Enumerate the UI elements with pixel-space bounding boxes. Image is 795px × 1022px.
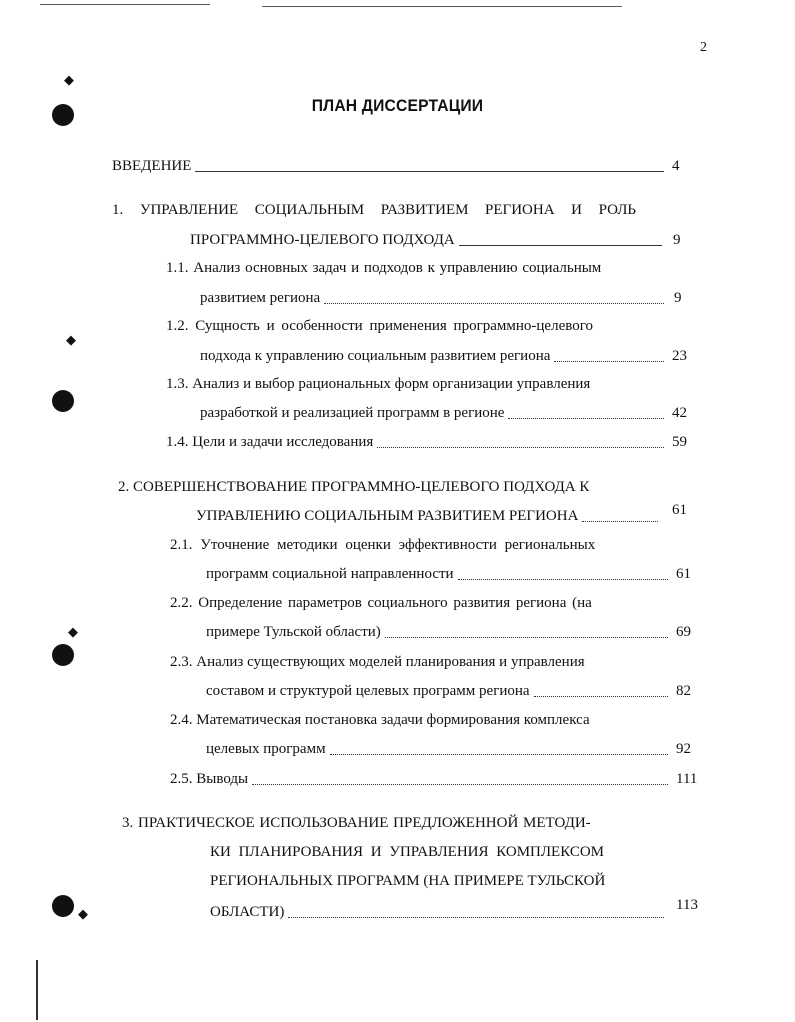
toc-leader [385,637,668,638]
toc-section-1-1-line1: 1.1. Анализ основных задач и подходов к управлению социальным [166,260,602,276]
toc-page-number: 69 [676,624,691,640]
toc-word: И [571,202,582,218]
toc-section-2-3-line2 [206,681,672,701]
toc-leader [582,521,658,522]
toc-entry-label: разработкой и реализацией программ в регионе [200,405,505,421]
toc-section-2-2-line2 [206,622,672,642]
toc-section-2-4-line2 [206,739,672,759]
toc-section-1-2-line2 [200,346,668,366]
scan-speck: ◆ [68,624,78,639]
punch-hole [52,644,74,666]
toc-leader [252,784,668,785]
toc-chapter-3-line1: 3. ПРАКТИЧЕСКОЕ ИСПОЛЬЗОВАНИЕ ПРЕДЛОЖЕННОЙ МЕТОДИ- [122,815,591,831]
toc-word: РАЗВИТИЕМ [380,202,469,218]
toc-entry-label: целевых программ [206,741,326,757]
toc-section-1-4 [166,432,668,452]
toc-page-number: 9 [674,290,682,306]
toc-leader [377,447,664,448]
toc-chapter-1-line1 [112,200,636,220]
toc-section-2-5 [170,769,672,789]
toc-leader [195,171,664,172]
toc-section-2-2-line1: 2.2. Определение параметров социального развития региона (на [170,595,592,611]
toc-chapter-2-line1: 2. СОВЕРШЕНСТВОВАНИЕ ПРОГРАММНО-ЦЕЛЕВОГО ПОДХОДА К [118,479,590,495]
toc-word: СОЦИАЛЬНЫМ [254,202,365,218]
toc-page-number: 82 [676,683,691,699]
toc-page-number: 61 [672,502,687,518]
toc-leader [459,245,662,246]
toc-chapter-2-line2 [196,506,662,526]
toc-chapter-3-line2: КИ ПЛАНИРОВАНИЯ И УПРАВЛЕНИЯ КОМПЛЕКСОМ [210,844,605,860]
scan-speck: ◆ [78,906,88,921]
toc-word: РОЛЬ [598,202,636,218]
toc-section-2-4-line1: 2.4. Математическая постановка задачи формирования комплекса [170,712,590,728]
toc-entry-intro [112,156,668,176]
toc-entry-label: составом и структурой целевых программ региона [206,683,530,699]
toc-entry-label: примере Тульской области) [206,624,381,640]
toc-section-1-1-line2 [200,288,668,308]
toc-section-1-3-line2 [200,403,668,423]
toc-section-2-1-line2 [206,564,672,584]
toc-page-number: 42 [672,405,687,421]
toc-entry-label: ОБЛАСТИ) [210,904,285,920]
scan-speck: ◆ [64,72,74,87]
punch-hole [52,390,74,412]
scan-top-line [262,6,622,7]
toc-leader [330,754,668,755]
toc-page-number: 113 [676,897,698,913]
toc-leader [508,418,664,419]
toc-section-2-3-line1: 2.3. Анализ существующих моделей планирования и управления [170,654,585,670]
toc-entry-label: 2.5. Выводы [170,771,249,787]
page-title: ПЛАН ДИССЕРТАЦИИ [311,96,484,115]
toc-leader [554,361,664,362]
toc-entry-label: 1.4. Цели и задачи исследования [166,434,374,450]
toc-entry-label: развитием региона [200,290,321,306]
scan-top-line [40,4,210,5]
toc-leader [534,696,668,697]
toc-word: РЕГИОНА [485,202,555,218]
toc-word: УПРАВЛЕНИЕ [139,202,239,218]
toc-word: 1. [112,202,124,218]
scan-left-edge-mark [36,960,38,1020]
punch-hole [52,895,74,917]
toc-leader [324,303,664,304]
toc-chapter-3-line3: РЕГИОНАЛЬНЫХ ПРОГРАММ (НА ПРИМЕРЕ ТУЛЬСКОЙ [210,873,606,889]
toc-page-number: 61 [676,566,691,582]
toc-page-number: 4 [672,158,680,174]
toc-entry-label: ВВЕДЕНИЕ [112,158,192,174]
toc-leader [458,579,668,580]
toc-entry-label: программ социальной направленности [206,566,454,582]
toc-entry-label: подхода к управлению социальным развитием региона [200,348,551,364]
toc-page-number: 111 [676,771,698,787]
toc-page-number: 9 [673,232,681,248]
toc-section-2-1-line1: 2.1. Уточнение методики оценки эффективности региональных [170,537,596,553]
toc-entry-label: ПРОГРАММНО-ЦЕЛЕВОГО ПОДХОДА [190,232,455,248]
toc-leader [288,917,664,918]
toc-page-number: 92 [676,741,691,757]
toc-section-1-2-line1: 1.2. Сущность и особенности применения программно-целевого [166,318,593,334]
toc-section-1-3-line1: 1.3. Анализ и выбор рациональных форм организации управления [166,376,591,392]
toc-chapter-1-line2 [190,230,666,250]
toc-entry-label: УПРАВЛЕНИЮ СОЦИАЛЬНЫМ РАЗВИТИЕМ РЕГИОНА [196,508,579,524]
page-number: 2 [700,40,707,55]
toc-chapter-3-line4 [210,902,668,922]
toc-page-number: 23 [672,348,687,364]
scan-speck: ◆ [66,332,76,347]
toc-page-number: 59 [672,434,687,450]
